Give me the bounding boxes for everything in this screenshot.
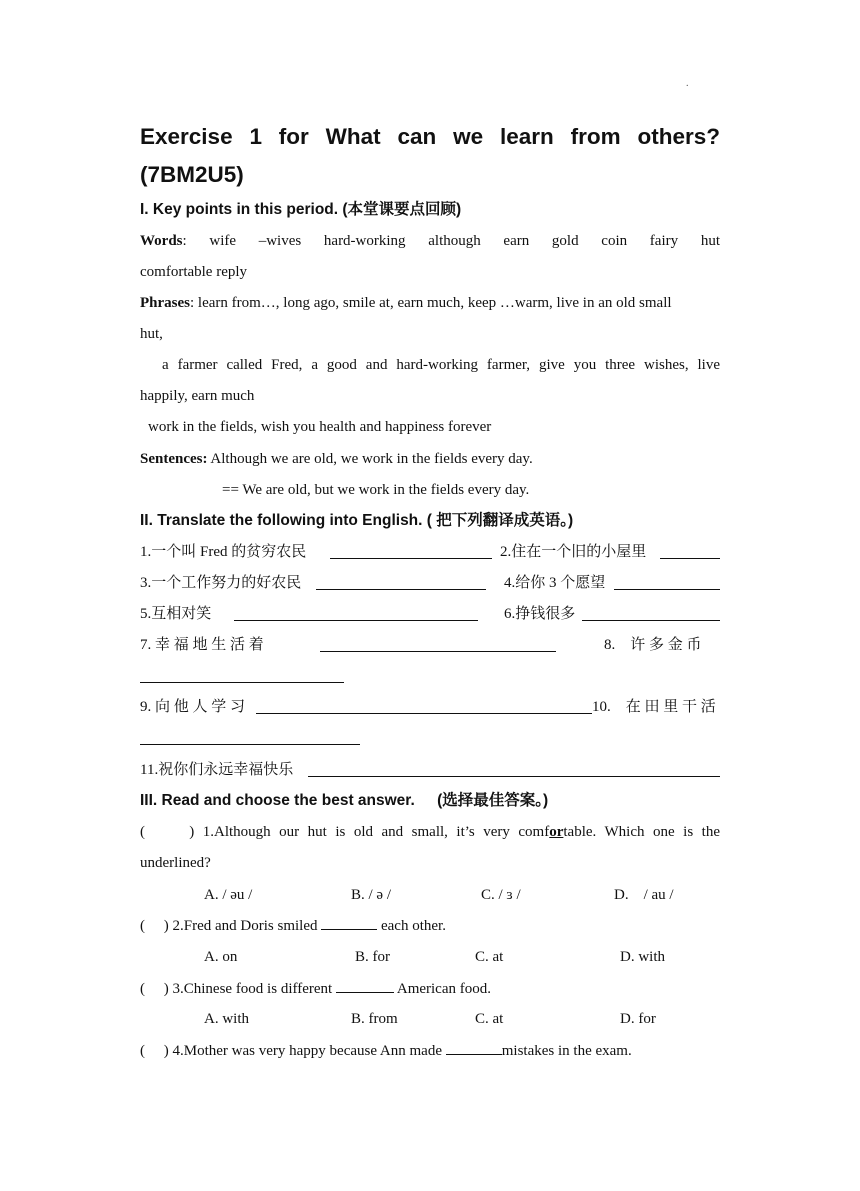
translate-item-8: 8. 许 多 金 币 [604,637,702,653]
question-4-text: ( ) 4.Mother was very happy because Ann made [140,1043,446,1059]
phrases-line-2: hut, [140,326,163,342]
question-3-text-end: American food. [393,981,491,997]
section1-heading: I. Key points in this period. (本堂课要点回顾) [140,201,462,218]
phrases-label: Phrases [140,295,190,311]
phrases-line-5: work in the fields, wish you health and happiness forever [148,419,492,435]
words-label: Words [140,233,183,249]
answer-blank-4[interactable] [614,575,720,590]
question-1-text: ( ) 1.Although our hut is old and small, it’s very comf [140,824,550,840]
translate-item-2: 2.住在一个旧的小屋里 [500,544,647,560]
translate-item-6: 6.挣钱很多 [504,606,576,622]
translate-item-10: 10. 在 田 里 干 活 [592,699,716,715]
question-2 [140,915,720,936]
question-1-text-end: table. Which one is the [563,824,720,840]
question-1 [140,822,720,842]
words-line-2: comfortable reply [140,264,248,280]
question-1-line-2: underlined? [140,855,211,871]
section3-heading-cn: (选择最佳答案。) [437,792,549,809]
translate-item-9: 9. 向 他 人 学 习 [140,699,246,715]
translate-row-3 [140,604,720,624]
q3-option-a[interactable]: A. with [204,1011,249,1027]
answer-blank-11[interactable] [308,762,720,777]
q2-option-b[interactable]: B. for [355,949,390,965]
answer-blank-q4[interactable] [446,1040,502,1055]
question-3 [140,978,720,999]
answer-blank-8[interactable] [140,668,344,683]
answer-blank-q2[interactable] [321,915,377,930]
q1-option-c[interactable]: C. / ɜ / [481,887,521,903]
page-title: Exercise 1 for What can we learn from others? [140,124,720,149]
q2-option-a[interactable]: A. on [204,949,238,965]
page-title-code: (7BM2U5) [140,162,244,187]
translate-row-6 [140,760,720,780]
translate-row-1 [140,542,720,562]
answer-blank-1[interactable] [330,544,492,559]
q3-option-c[interactable]: C. at [475,1011,504,1027]
sentences-text: Although we are old, we work in the fields every day. [207,451,533,467]
q1-option-b[interactable]: B. / ə / [351,887,391,903]
words-line [140,231,720,251]
question-4-text-end: mistakes in the exam. [501,1043,632,1059]
question-3-text: ( ) 3.Chinese food is different [140,981,336,997]
translate-item-3: 3.一个工作努力的好农民 [140,575,302,591]
answer-blank-3[interactable] [316,575,486,590]
words-list: : wife –wives hard-working although earn gold coin fairy hut [182,233,720,249]
q2-option-c[interactable]: C. at [475,949,504,965]
translate-item-11: 11.祝你们永远幸福快乐 [140,762,294,778]
phrases-line-3: a farmer called Fred, a good and hard-working farmer, give you three wishes, live [162,357,720,373]
translate-item-1: 1.一个叫 Fred 的贫穷农民 [140,544,307,560]
section3-heading-row [140,791,548,811]
translate-item-5: 5.互相对笑 [140,606,212,622]
page-dot: . [686,78,689,89]
phrases-line-4: happily, earn much [140,388,255,404]
answer-blank-5[interactable] [234,606,478,621]
q1-option-d[interactable]: D. / au / [614,887,674,903]
question-2-text: ( ) 2.Fred and Doris smiled [140,918,322,934]
section2-heading: II. Translate the following into English. ( 把下列翻译成英语。) [140,512,574,529]
q3-option-b[interactable]: B. from [351,1011,398,1027]
q3-option-d[interactable]: D. for [620,1011,656,1027]
question-1-underlined: or [549,824,564,840]
question-4 [140,1040,720,1061]
sentences-line [140,449,720,469]
answer-blank-2[interactable] [660,544,720,559]
q1-option-a[interactable]: A. / əu / [204,887,253,903]
translate-row-4 [140,635,720,655]
sentences-label: Sentences: [140,451,208,467]
translate-item-7: 7. 幸 福 地 生 活 着 [140,637,264,653]
translate-item-4: 4.给你 3 个愿望 [504,575,606,591]
answer-blank-6[interactable] [582,606,720,621]
translate-row-2 [140,573,720,593]
sentences-line-2: == We are old, but we work in the fields every day. [222,482,530,498]
translate-row-5 [140,697,720,717]
question-2-text-end: each other. [377,918,446,934]
answer-blank-7[interactable] [320,637,556,652]
answer-blank-9[interactable] [256,699,592,714]
phrases-line [140,293,720,313]
section3-heading: III. Read and choose the best answer. [140,792,415,809]
q2-option-d[interactable]: D. with [620,949,665,965]
phrases-text: : learn from…, long ago, smile at, earn much, keep …warm, live in an old small [190,295,672,311]
answer-blank-q3[interactable] [336,978,394,993]
answer-blank-10[interactable] [140,730,360,745]
